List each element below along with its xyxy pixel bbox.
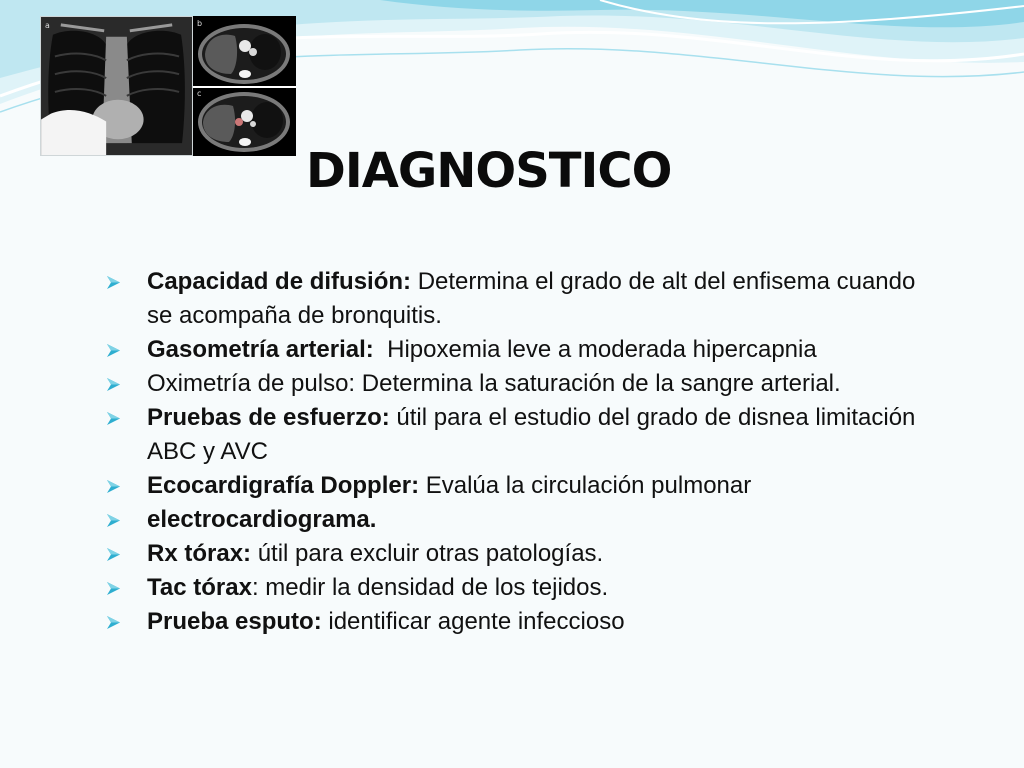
bullet-term: Capacidad de difusión:: [147, 268, 412, 295]
bullet-term: Tac tórax: [147, 574, 252, 601]
arrow-bullet-icon: [106, 513, 121, 528]
arrow-bullet-icon: [106, 479, 121, 494]
list-item: [104, 333, 944, 367]
arrow-bullet-icon: [106, 581, 121, 596]
ct-top-label: b: [197, 19, 203, 28]
chest-xray-image: [40, 16, 193, 156]
list-item: [104, 503, 944, 537]
list-item: [104, 571, 944, 605]
bullet-term: Gasometría arterial:: [147, 336, 374, 363]
arrow-bullet-icon: [106, 411, 121, 426]
list-item: [104, 469, 944, 503]
arrow-bullet-icon: [106, 377, 121, 392]
arrow-bullet-icon: [106, 275, 121, 290]
bullet-term: Prueba esputo:: [147, 608, 322, 635]
bullet-text: Determina el grado de alt del enfisema cuando se acompaña de bronquitis.: [147, 268, 916, 329]
bullet-term: Pruebas de esfuerzo:: [147, 404, 390, 431]
list-item: [104, 537, 944, 571]
bullet-text: útil para el estudio del grado de disnea limitación ABC y AVC: [147, 404, 916, 465]
bullet-list: [104, 265, 944, 639]
bullet-term: Rx tórax:: [147, 540, 252, 567]
ct-bottom-label: c: [197, 89, 202, 98]
bullet-term: electrocardiograma.: [147, 506, 377, 533]
arrow-bullet-icon: [106, 615, 121, 630]
bullet-text: Evalúa la circulación pulmonar: [419, 472, 752, 499]
list-item: [104, 265, 944, 333]
list-item: [104, 367, 944, 401]
arrow-bullet-icon: [106, 547, 121, 562]
xray-label: a: [45, 20, 50, 30]
chest-ct-images: [193, 16, 296, 156]
slide-title: DIAGNOSTICO: [306, 143, 672, 199]
bullet-list-container: [104, 265, 944, 639]
bullet-text: Oximetría de pulso: Determina la saturación de la sangre arterial.: [147, 370, 841, 397]
bullet-text: Hipoxemia leve a moderada hipercapnia: [373, 336, 817, 363]
bullet-text: útil para excluir otras patologías.: [251, 540, 604, 567]
arrow-bullet-icon: [106, 343, 121, 358]
bullet-term: Ecocardigrafía Doppler:: [147, 472, 420, 499]
list-item: [104, 605, 944, 639]
bullet-text: identificar agente infeccioso: [321, 608, 625, 635]
list-item: [104, 401, 944, 469]
bullet-text: : medir la densidad de los tejidos.: [251, 574, 609, 601]
medical-images: [40, 16, 296, 156]
